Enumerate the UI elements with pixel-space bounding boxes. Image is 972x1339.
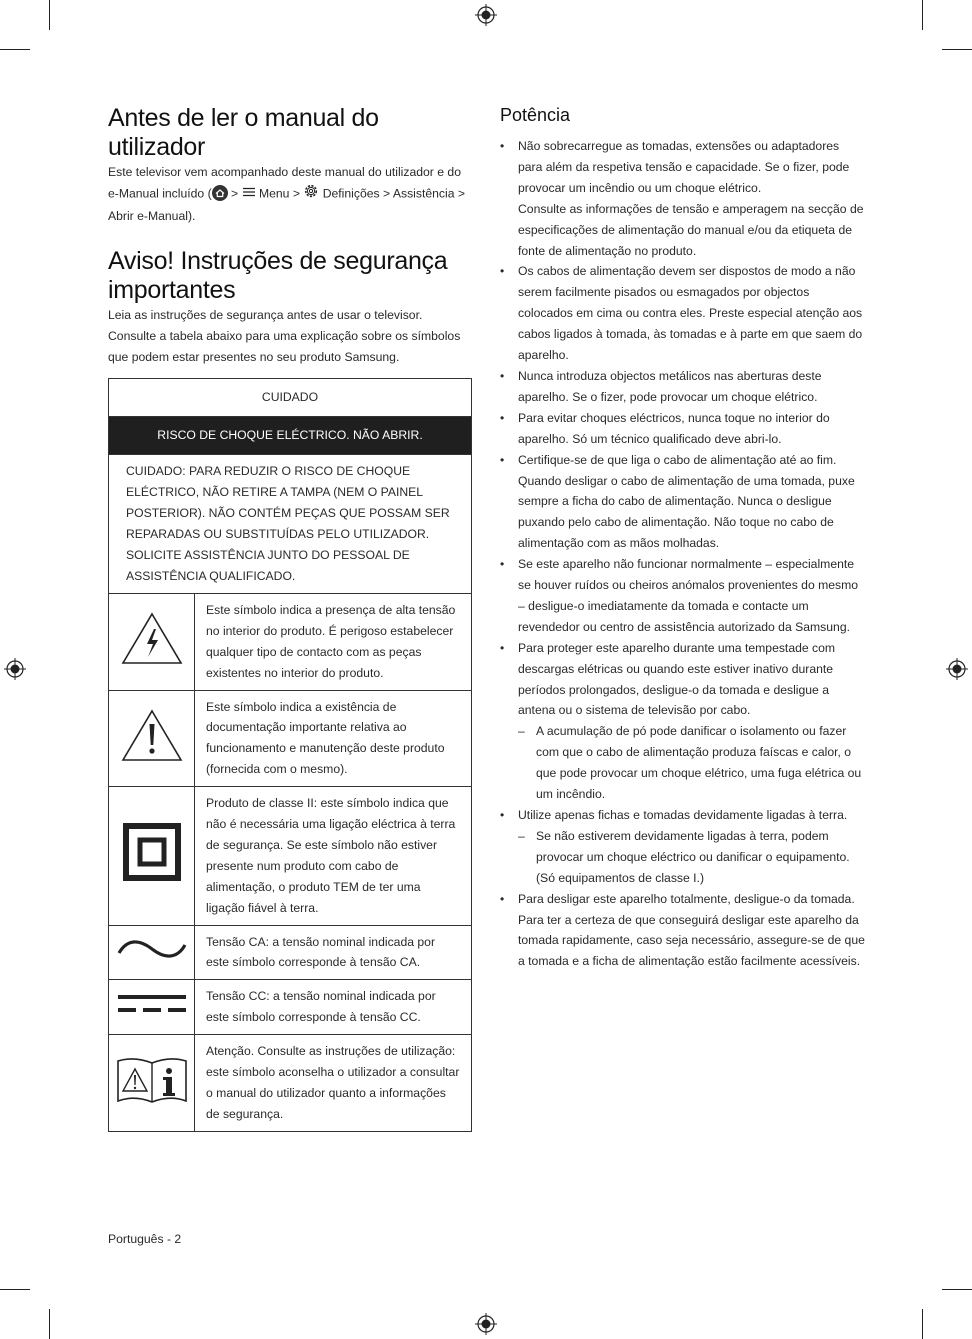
table-row xyxy=(109,690,472,787)
crop-mark xyxy=(49,1309,50,1339)
list-item xyxy=(500,638,866,805)
settings-label: Definições xyxy=(322,186,380,201)
ac-voltage-icon xyxy=(109,925,195,980)
list-item-text: Para desligar este aparelho totalmente, desligue-o da tomada. Para ter a certeza de que conseguirá desligar este aparelho da tomada rapidamente, caso seja necessário, assegure-se de que a tomada e a ficha de alimentação estão facilmente acessíveis. xyxy=(518,891,865,969)
registration-mark-icon xyxy=(946,658,968,680)
table-cell-text: Tensão CA: a tensão nominal indicada por este símbolo corresponde à tensão CA. xyxy=(195,925,472,980)
list-item-text: Utilize apenas fichas e tomadas devidamente ligadas à terra. xyxy=(518,808,848,822)
table-cell-text: Atenção. Consulte as instruções de utilização: este símbolo aconselha o utilizador a consultar o manual do utilizador quanto a informações de segurança. xyxy=(195,1035,472,1132)
safety-title: Aviso! Instruções de segurança importantes xyxy=(108,246,448,304)
support-label: Assistência xyxy=(392,186,455,201)
gear-icon xyxy=(303,183,319,206)
table-banner: RISCO DE CHOQUE ELÉCTRICO. NÃO ABRIR. xyxy=(109,417,472,455)
crop-mark xyxy=(942,1289,972,1290)
path-separator: > xyxy=(454,186,465,201)
list-item-text: Para evitar choques eléctricos, nunca toque no interior do aparelho. Só um técnico qualificado deve abri-lo. xyxy=(518,410,830,446)
page-title: Antes de ler o manual do utilizador xyxy=(108,104,379,161)
list-item xyxy=(500,261,866,366)
symbols-table xyxy=(108,378,472,1131)
crop-mark xyxy=(0,49,30,50)
list-item-text: Nunca introduza objectos metálicos nas aberturas deste aparelho. Se o fizer, pode provocar um choque elétrico. xyxy=(518,368,822,404)
list-item xyxy=(500,136,866,261)
table-row xyxy=(109,1035,472,1132)
intro-paragraph xyxy=(108,162,472,227)
list-item xyxy=(500,805,866,889)
sub-list xyxy=(518,721,866,805)
path-separator: > xyxy=(289,186,304,201)
list-item-text: Consulte as informações de tensão e amperagem na secção de especificações de alimentação do manual e/ou da etiqueta de fonte de alimentação no produto. xyxy=(518,201,864,258)
table-cell-text: Este símbolo indica a existência de documentação importante relativa ao funcionamento e manutenção deste produto (fornecida com o mesmo). xyxy=(195,690,472,787)
table-header: CUIDADO xyxy=(109,379,472,417)
list-item-text: Para proteger este aparelho durante uma tempestade com descargas elétricas ou quando este estiver inativo durante períodos prolongados, desligue-o da tomada e desligue a antena ou o sistema de televisão por cabo. xyxy=(518,640,836,718)
list-item-text: Certifique-se de que liga o cabo de alimentação até ao fim. Quando desligar o cabo de alimentação de uma tomada, puxe sempre a ficha do cabo de alimentação. Nunca o desligue puxando pelo cabo de alimentação. Não toque no cabo de alimentação com as mãos molhadas. xyxy=(518,452,855,551)
list-item xyxy=(500,554,866,638)
table-cell-text: Este símbolo indica a presença de alta tensão no interior do produto. É perigoso estabelecer qualquer tipo de contacto com as peças existentes no interior do produto. xyxy=(195,593,472,690)
sub-list-item: – A acumulação de pó pode danificar o isolamento ou fazer com que o cabo de alimentação produza faíscas e calor, o que pode provocar um choque elétrico, uma fuga elétrica ou um incêndio. xyxy=(518,721,866,805)
list-item-text: Não sobrecarregue as tomadas, extensões ou adaptadores para além da respetiva tensão e capacidade. Se o fizer, pode provocar um incêndio ou um choque elétrico. xyxy=(518,139,850,195)
page-footer: Português - 2 xyxy=(108,1232,182,1246)
power-safety-list xyxy=(500,136,866,972)
sub-list-item: – Se não estiverem devidamente ligadas à terra, podem provocar um choque eléctrico ou danificar o equipamento. (Só equipamentos de classe I.) xyxy=(518,826,866,889)
sub-list xyxy=(518,826,866,889)
registration-mark-icon xyxy=(4,658,26,680)
section-title: Potência xyxy=(500,105,571,125)
table-row xyxy=(109,925,472,980)
table-cell-text: Tensão CC: a tensão nominal indicada por este símbolo corresponde à tensão CC. xyxy=(195,980,472,1035)
crop-mark xyxy=(942,49,972,50)
table-row xyxy=(109,787,472,925)
dc-voltage-icon xyxy=(109,980,195,1035)
registration-mark-icon xyxy=(475,4,497,26)
caution-text: CUIDADO: PARA REDUZIR O RISCO DE CHOQUE ELÉCTRICO, NÃO RETIRE A TAMPA (NEM O PAINEL POSTERIOR). NÃO CONTÉM PEÇAS QUE POSSAM SER REPARADAS OU SUBSTITUÍDAS PELO UTILIZADOR. SOLICITE ASSISTÊNCIA JUNTO DO PESSOAL DE ASSISTÊNCIA QUALIFICADO. xyxy=(109,455,472,593)
table-row xyxy=(109,593,472,690)
menu-icon xyxy=(242,184,256,205)
list-item xyxy=(500,889,866,973)
list-item xyxy=(500,366,866,408)
list-item-text: Os cabos de alimentação devem ser dispostos de modo a não serem facilmente pisados ou esmagados por objectos colocados em cima ou contra eles. Preste especial atenção aos cabos ligados à tomada, às tomadas e à parte em que saem do aparelho. xyxy=(518,264,863,363)
list-item xyxy=(500,450,866,555)
right-column xyxy=(500,104,866,972)
class-ii-double-square-icon xyxy=(109,787,195,925)
registration-mark-icon xyxy=(475,1313,497,1335)
safety-intro: Leia as instruções de segurança antes de usar o televisor. Consulte a tabela abaixo para uma explicação sobre os símbolos que podem estar presentes no seu produto Samsung. xyxy=(108,307,461,364)
table-cell-text: Produto de classe II: este símbolo indica que não é necessária uma ligação eléctrica à terra de segurança. Se este símbolo não estiver presente num produto com cabo de alimentação, o produto TEM de ter uma ligação fiável à terra. xyxy=(195,787,472,925)
table-row xyxy=(109,980,472,1035)
list-item xyxy=(500,408,866,450)
crop-mark xyxy=(0,1289,30,1290)
home-icon xyxy=(212,185,228,201)
manual-caution-icon xyxy=(109,1035,195,1132)
high-voltage-warning-icon xyxy=(109,593,195,690)
emanual-label: Abrir e-Manual xyxy=(108,208,188,223)
crop-mark xyxy=(922,1309,923,1339)
intro-text: Este televisor vem acompanhado deste manual do utilizador e do e-Manual incluído ( xyxy=(108,165,461,201)
left-column xyxy=(108,104,472,1132)
path-separator: > xyxy=(227,186,242,201)
intro-text-end: ). xyxy=(187,208,196,223)
list-item-text: Se este aparelho não funcionar normalmente – especialmente se houver ruídos ou cheiros anómalos provenientes do mesmo – desligue-o imediatamente da tomada e contacte um revendedor ou centro de assistência autorizado da Samsung. xyxy=(518,557,859,634)
path-separator: > xyxy=(379,186,393,201)
crop-mark xyxy=(49,0,50,30)
menu-label: Menu xyxy=(258,186,290,201)
crop-mark xyxy=(922,0,923,30)
exclamation-warning-icon xyxy=(109,690,195,787)
